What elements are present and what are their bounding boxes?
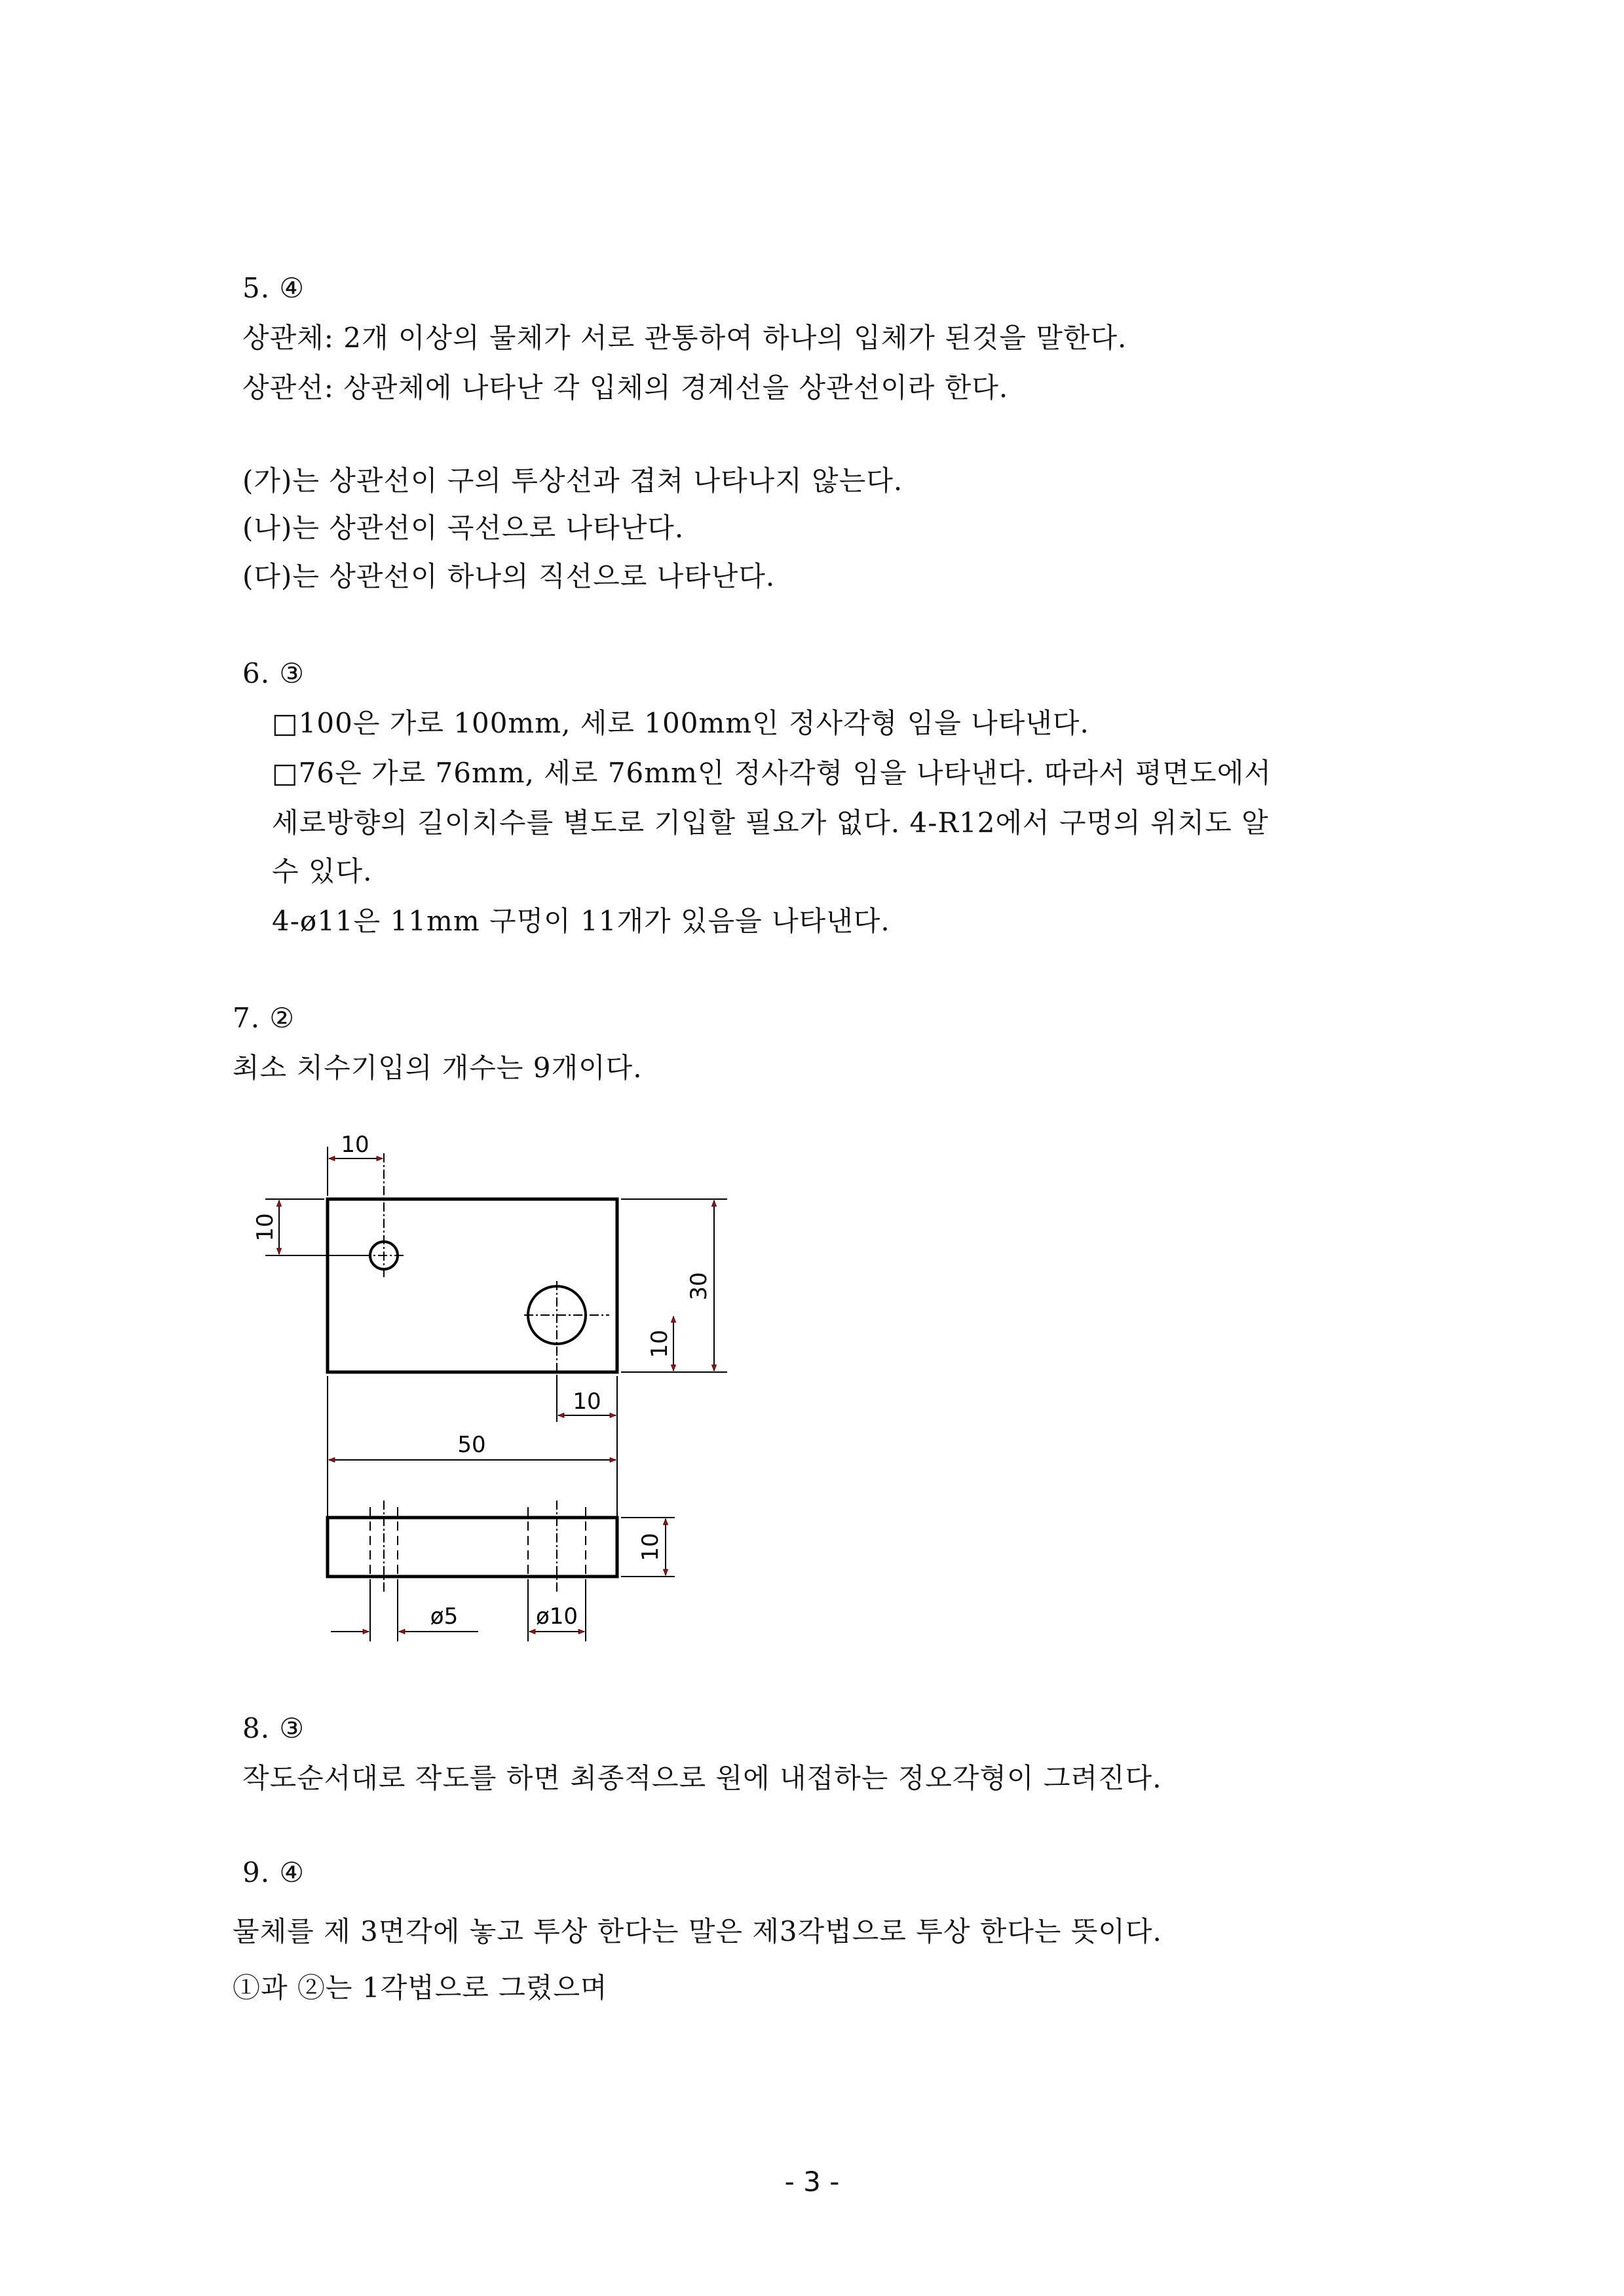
plate-outline-top bbox=[328, 1199, 617, 1372]
dim-top-hole-y: 10 bbox=[252, 1213, 278, 1242]
section-5-header: 5. ④ bbox=[242, 272, 305, 304]
section-6-line-5: 4-ø11은 11mm 구멍이 11개가 있음을 나타낸다. bbox=[272, 905, 890, 937]
section-6-line-3: 세로방향의 길이치수를 별도로 기입할 필요가 없다. 4-R12에서 구멍의 위치도 알 bbox=[272, 807, 1269, 839]
section-5-line-3: (가)는 상관선이 구의 투상선과 겹쳐 나타나지 않는다. bbox=[242, 465, 903, 497]
section-5-line-2: 상관선: 상관체에 나타난 각 입체의 경계선을 상관선이라 한다. bbox=[242, 372, 1009, 404]
section-6-line-4: 수 있다. bbox=[272, 855, 373, 887]
section-9-line-1: 물체를 제 3면각에 놓고 투상 한다는 말은 제3각법으로 투상 한다는 뜻이다. bbox=[233, 1915, 1162, 1947]
section-6-line-2: □76은 가로 76mm, 세로 76mm인 정사각형 임을 나타낸다. 따라서 평면도에서 bbox=[272, 757, 1272, 789]
section-6-line-1: □100은 가로 100mm, 세로 100mm인 정사각형 임을 나타낸다. bbox=[272, 707, 1089, 739]
section-5-line-4: (나)는 상관선이 곡선으로 나타난다. bbox=[242, 512, 685, 544]
section-5-line-5: (다)는 상관선이 하나의 직선으로 나타난다. bbox=[242, 560, 776, 592]
dim-big-dia: ø10 bbox=[535, 1603, 578, 1630]
dim-big-hole-y: 10 bbox=[647, 1330, 673, 1358]
section-7-line-1: 최소 치수기입의 개수는 9개이다. bbox=[233, 1052, 643, 1084]
dim-width: 50 bbox=[457, 1432, 486, 1458]
section-9-line-2: ①과 ②는 1각법으로 그렸으며 bbox=[233, 1972, 608, 2004]
section-8-header: 8. ③ bbox=[242, 1712, 305, 1744]
dim-small-dia: ø5 bbox=[430, 1603, 459, 1630]
section-9-header: 9. ④ bbox=[242, 1856, 305, 1888]
section-5-line-1: 상관체: 2개 이상의 물체가 서로 관통하여 하나의 입체가 된것을 말한다. bbox=[242, 322, 1127, 354]
dim-thickness: 10 bbox=[637, 1533, 664, 1561]
plate-outline-side bbox=[328, 1518, 617, 1577]
dimension-drawing bbox=[216, 1088, 740, 1677]
section-6-header: 6. ③ bbox=[242, 657, 305, 689]
page-number: - 3 - bbox=[784, 2166, 840, 2198]
section-8-line-1: 작도순서대로 작도를 하면 최종적으로 원에 내접하는 정오각형이 그려진다. bbox=[242, 1762, 1162, 1794]
section-7-header: 7. ② bbox=[233, 1002, 295, 1034]
dim-big-hole-x: 10 bbox=[573, 1388, 601, 1415]
dim-height: 30 bbox=[686, 1272, 712, 1301]
dim-top-hole-x: 10 bbox=[341, 1132, 369, 1158]
